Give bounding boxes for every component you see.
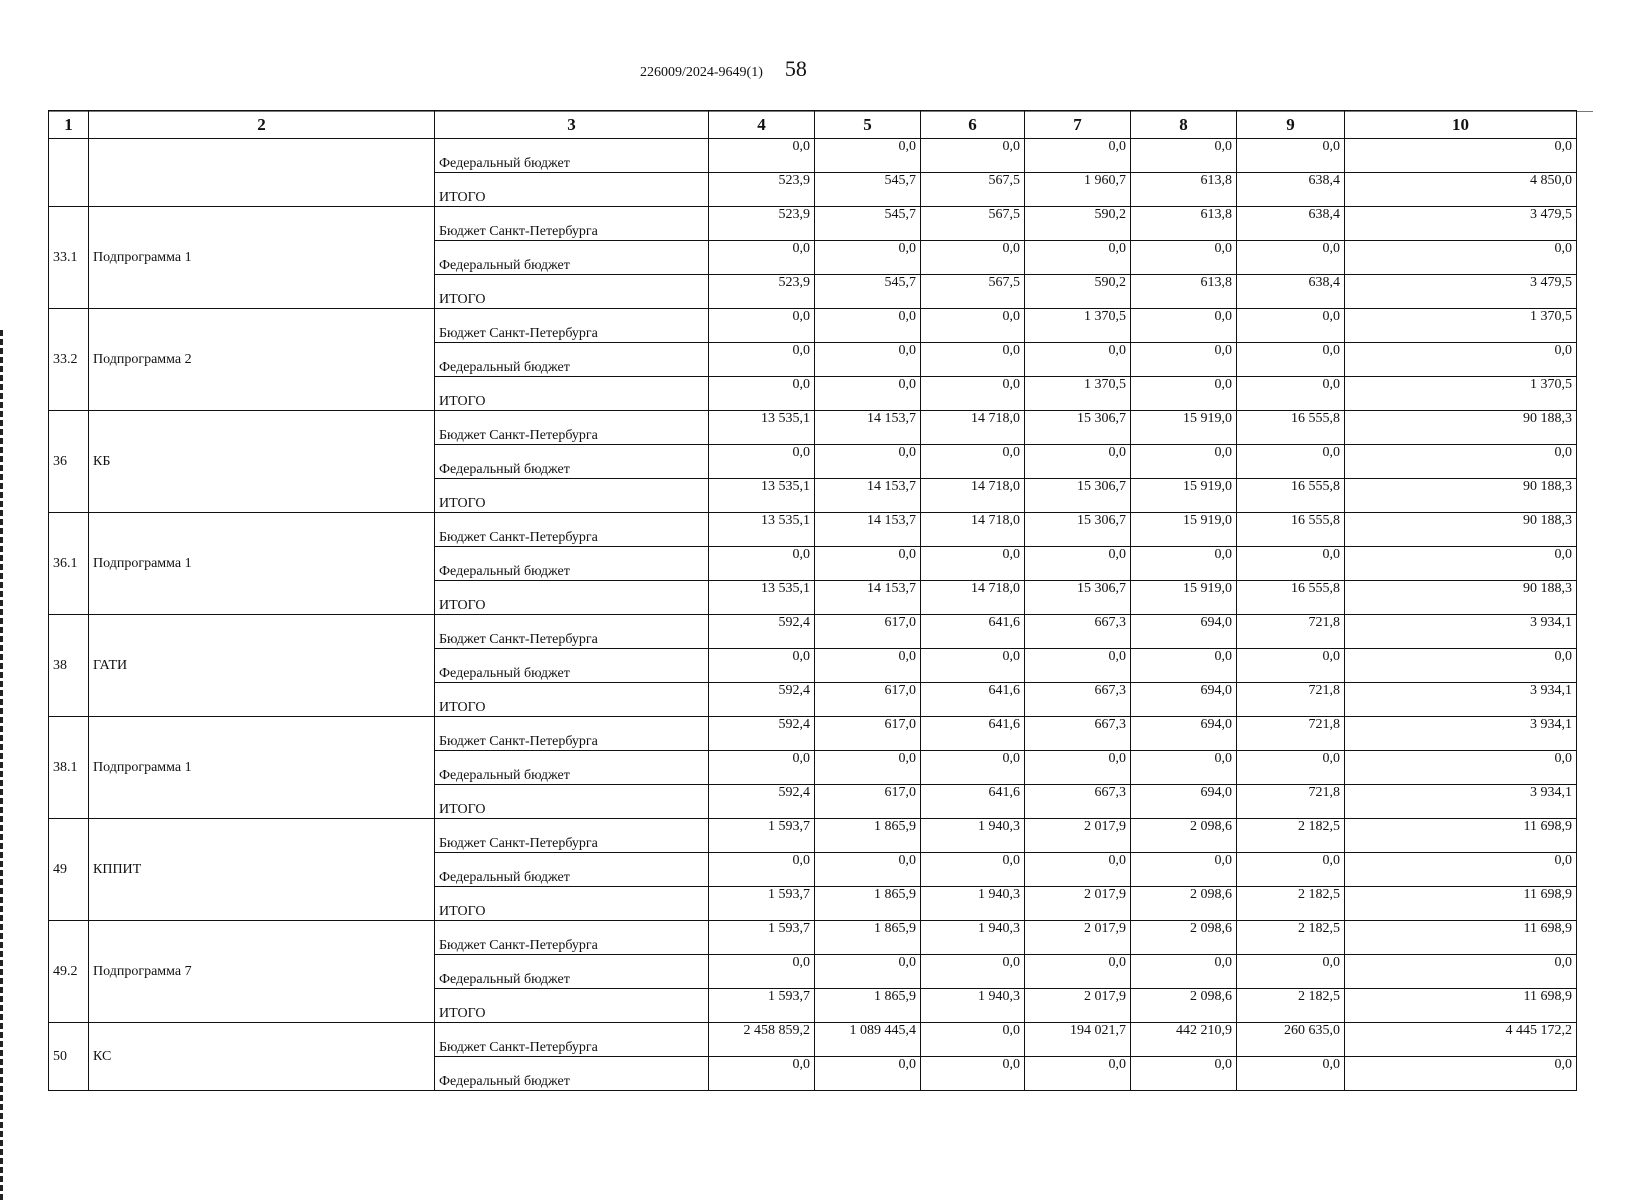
value-cell-col9: 638,4 bbox=[1237, 275, 1345, 309]
value-cell-col7: 667,3 bbox=[1025, 683, 1131, 717]
value-cell-col7: 0,0 bbox=[1025, 547, 1131, 581]
value-cell-col8: 2 098,6 bbox=[1131, 819, 1237, 853]
funding-source-cell: Бюджет Санкт-Петербурга bbox=[435, 309, 709, 343]
value-cell-col7: 1 960,7 bbox=[1025, 173, 1131, 207]
value-cell-col8: 0,0 bbox=[1131, 241, 1237, 275]
value-cell-col5: 545,7 bbox=[815, 207, 921, 241]
value-cell-col9: 16 555,8 bbox=[1237, 411, 1345, 445]
document-number: 226009/2024-9649(1) bbox=[640, 65, 763, 80]
funding-source-cell: ИТОГО bbox=[435, 887, 709, 921]
value-cell-col10: 4 850,0 bbox=[1345, 173, 1577, 207]
table-body bbox=[49, 139, 1577, 1091]
value-cell-col10: 90 188,3 bbox=[1345, 479, 1577, 513]
value-cell-col8: 613,8 bbox=[1131, 207, 1237, 241]
value-cell-col8: 2 098,6 bbox=[1131, 921, 1237, 955]
column-header-6: 6 bbox=[921, 111, 1025, 139]
value-cell-col4: 2 458 859,2 bbox=[709, 1023, 815, 1057]
funding-source-cell: Федеральный бюджет bbox=[435, 139, 709, 173]
value-cell-col8: 613,8 bbox=[1131, 173, 1237, 207]
column-header-3: 3 bbox=[435, 111, 709, 139]
row-name-cell: Подпрограмма 7 bbox=[89, 921, 435, 1023]
value-cell-col10: 3 934,1 bbox=[1345, 615, 1577, 649]
value-cell-col9: 721,8 bbox=[1237, 683, 1345, 717]
value-cell-col4: 0,0 bbox=[709, 309, 815, 343]
value-cell-col9: 721,8 bbox=[1237, 717, 1345, 751]
value-cell-col7: 0,0 bbox=[1025, 241, 1131, 275]
row-name-cell bbox=[89, 139, 435, 207]
column-header-10: 10 bbox=[1345, 111, 1577, 139]
value-cell-col6: 0,0 bbox=[921, 241, 1025, 275]
value-cell-col10: 3 479,5 bbox=[1345, 275, 1577, 309]
value-cell-col5: 1 865,9 bbox=[815, 819, 921, 853]
value-cell-col6: 0,0 bbox=[921, 955, 1025, 989]
value-cell-col9: 638,4 bbox=[1237, 173, 1345, 207]
value-cell-col6: 0,0 bbox=[921, 547, 1025, 581]
value-cell-col10: 90 188,3 bbox=[1345, 581, 1577, 615]
funding-source-cell: ИТОГО bbox=[435, 785, 709, 819]
value-cell-col7: 0,0 bbox=[1025, 1057, 1131, 1091]
column-header-9: 9 bbox=[1237, 111, 1345, 139]
value-cell-col10: 0,0 bbox=[1345, 343, 1577, 377]
value-cell-col9: 0,0 bbox=[1237, 955, 1345, 989]
value-cell-col5: 0,0 bbox=[815, 547, 921, 581]
table-row bbox=[49, 717, 1577, 751]
table-header bbox=[49, 111, 1577, 139]
value-cell-col4: 1 593,7 bbox=[709, 887, 815, 921]
value-cell-col5: 0,0 bbox=[815, 309, 921, 343]
value-cell-col4: 523,9 bbox=[709, 207, 815, 241]
column-header-8: 8 bbox=[1131, 111, 1237, 139]
value-cell-col7: 2 017,9 bbox=[1025, 989, 1131, 1023]
value-cell-col7: 0,0 bbox=[1025, 445, 1131, 479]
value-cell-col4: 592,4 bbox=[709, 717, 815, 751]
column-header-5: 5 bbox=[815, 111, 921, 139]
table-row bbox=[49, 615, 1577, 649]
value-cell-col9: 16 555,8 bbox=[1237, 479, 1345, 513]
value-cell-col4: 523,9 bbox=[709, 275, 815, 309]
value-cell-col5: 545,7 bbox=[815, 173, 921, 207]
value-cell-col4: 592,4 bbox=[709, 615, 815, 649]
value-cell-col9: 260 635,0 bbox=[1237, 1023, 1345, 1057]
value-cell-col9: 0,0 bbox=[1237, 445, 1345, 479]
funding-source-cell: Федеральный бюджет bbox=[435, 649, 709, 683]
value-cell-col7: 590,2 bbox=[1025, 275, 1131, 309]
budget-table bbox=[48, 110, 1577, 1091]
value-cell-col5: 0,0 bbox=[815, 649, 921, 683]
value-cell-col6: 567,5 bbox=[921, 207, 1025, 241]
value-cell-col4: 0,0 bbox=[709, 377, 815, 411]
value-cell-col10: 0,0 bbox=[1345, 649, 1577, 683]
value-cell-col5: 0,0 bbox=[815, 139, 921, 173]
value-cell-col8: 0,0 bbox=[1131, 309, 1237, 343]
table-row bbox=[49, 139, 1577, 173]
value-cell-col4: 0,0 bbox=[709, 1057, 815, 1091]
value-cell-col4: 592,4 bbox=[709, 683, 815, 717]
row-name-cell: КБ bbox=[89, 411, 435, 513]
value-cell-col5: 14 153,7 bbox=[815, 411, 921, 445]
value-cell-col7: 15 306,7 bbox=[1025, 479, 1131, 513]
value-cell-col6: 0,0 bbox=[921, 649, 1025, 683]
header-row bbox=[49, 111, 1577, 139]
funding-source-cell: Федеральный бюджет bbox=[435, 751, 709, 785]
scan-edge-artifact bbox=[0, 330, 3, 1200]
value-cell-col10: 3 934,1 bbox=[1345, 683, 1577, 717]
row-name-cell: Подпрограмма 1 bbox=[89, 717, 435, 819]
value-cell-col8: 0,0 bbox=[1131, 377, 1237, 411]
value-cell-col6: 641,6 bbox=[921, 615, 1025, 649]
row-name-cell: ГАТИ bbox=[89, 615, 435, 717]
value-cell-col10: 11 698,9 bbox=[1345, 921, 1577, 955]
value-cell-col7: 590,2 bbox=[1025, 207, 1131, 241]
value-cell-col10: 1 370,5 bbox=[1345, 377, 1577, 411]
table-row bbox=[49, 819, 1577, 853]
value-cell-col10: 0,0 bbox=[1345, 955, 1577, 989]
value-cell-col7: 15 306,7 bbox=[1025, 513, 1131, 547]
row-code-cell: 36.1 bbox=[49, 513, 89, 615]
value-cell-col4: 0,0 bbox=[709, 853, 815, 887]
row-code-cell: 49.2 bbox=[49, 921, 89, 1023]
funding-source-cell: Бюджет Санкт-Петербурга bbox=[435, 921, 709, 955]
value-cell-col6: 641,6 bbox=[921, 717, 1025, 751]
funding-source-cell: Федеральный бюджет bbox=[435, 853, 709, 887]
value-cell-col5: 1 865,9 bbox=[815, 921, 921, 955]
value-cell-col10: 11 698,9 bbox=[1345, 989, 1577, 1023]
value-cell-col8: 0,0 bbox=[1131, 853, 1237, 887]
value-cell-col9: 0,0 bbox=[1237, 377, 1345, 411]
value-cell-col8: 613,8 bbox=[1131, 275, 1237, 309]
row-code-cell: 49 bbox=[49, 819, 89, 921]
value-cell-col5: 0,0 bbox=[815, 1057, 921, 1091]
value-cell-col6: 0,0 bbox=[921, 1057, 1025, 1091]
value-cell-col4: 0,0 bbox=[709, 547, 815, 581]
row-name-cell: Подпрограмма 2 bbox=[89, 309, 435, 411]
value-cell-col6: 0,0 bbox=[921, 445, 1025, 479]
funding-source-cell: Федеральный бюджет bbox=[435, 1057, 709, 1091]
value-cell-col9: 0,0 bbox=[1237, 139, 1345, 173]
value-cell-col7: 667,3 bbox=[1025, 717, 1131, 751]
value-cell-col6: 0,0 bbox=[921, 751, 1025, 785]
row-code-cell bbox=[49, 139, 89, 207]
value-cell-col7: 0,0 bbox=[1025, 955, 1131, 989]
value-cell-col7: 667,3 bbox=[1025, 615, 1131, 649]
value-cell-col5: 0,0 bbox=[815, 241, 921, 275]
value-cell-col10: 0,0 bbox=[1345, 1057, 1577, 1091]
value-cell-col10: 3 934,1 bbox=[1345, 717, 1577, 751]
value-cell-col4: 0,0 bbox=[709, 751, 815, 785]
value-cell-col8: 15 919,0 bbox=[1131, 411, 1237, 445]
table-row bbox=[49, 411, 1577, 445]
value-cell-col10: 11 698,9 bbox=[1345, 819, 1577, 853]
value-cell-col5: 1 865,9 bbox=[815, 989, 921, 1023]
value-cell-col9: 0,0 bbox=[1237, 853, 1345, 887]
funding-source-cell: Бюджет Санкт-Петербурга bbox=[435, 717, 709, 751]
table-row bbox=[49, 513, 1577, 547]
value-cell-col4: 523,9 bbox=[709, 173, 815, 207]
funding-source-cell: Федеральный бюджет bbox=[435, 241, 709, 275]
value-cell-col5: 617,0 bbox=[815, 683, 921, 717]
value-cell-col8: 15 919,0 bbox=[1131, 479, 1237, 513]
value-cell-col10: 11 698,9 bbox=[1345, 887, 1577, 921]
value-cell-col4: 1 593,7 bbox=[709, 819, 815, 853]
value-cell-col9: 2 182,5 bbox=[1237, 887, 1345, 921]
value-cell-col8: 694,0 bbox=[1131, 683, 1237, 717]
funding-source-cell: Бюджет Санкт-Петербурга bbox=[435, 1023, 709, 1057]
funding-source-cell: Бюджет Санкт-Петербурга bbox=[435, 513, 709, 547]
row-code-cell: 36 bbox=[49, 411, 89, 513]
value-cell-col5: 617,0 bbox=[815, 785, 921, 819]
column-header-7: 7 bbox=[1025, 111, 1131, 139]
value-cell-col6: 1 940,3 bbox=[921, 887, 1025, 921]
value-cell-col5: 0,0 bbox=[815, 955, 921, 989]
value-cell-col7: 15 306,7 bbox=[1025, 411, 1131, 445]
value-cell-col10: 90 188,3 bbox=[1345, 513, 1577, 547]
value-cell-col8: 0,0 bbox=[1131, 445, 1237, 479]
value-cell-col4: 13 535,1 bbox=[709, 581, 815, 615]
row-name-cell: КППИТ bbox=[89, 819, 435, 921]
value-cell-col9: 0,0 bbox=[1237, 547, 1345, 581]
value-cell-col4: 13 535,1 bbox=[709, 411, 815, 445]
table-row bbox=[49, 921, 1577, 955]
funding-source-cell: ИТОГО bbox=[435, 581, 709, 615]
value-cell-col6: 0,0 bbox=[921, 309, 1025, 343]
value-cell-col8: 15 919,0 bbox=[1131, 513, 1237, 547]
value-cell-col10: 4 445 172,2 bbox=[1345, 1023, 1577, 1057]
value-cell-col10: 3 479,5 bbox=[1345, 207, 1577, 241]
value-cell-col4: 0,0 bbox=[709, 649, 815, 683]
row-code-cell: 38 bbox=[49, 615, 89, 717]
row-code-cell: 38.1 bbox=[49, 717, 89, 819]
funding-source-cell: Бюджет Санкт-Петербурга bbox=[435, 207, 709, 241]
value-cell-col6: 0,0 bbox=[921, 1023, 1025, 1057]
value-cell-col4: 0,0 bbox=[709, 139, 815, 173]
row-name-cell: КС bbox=[89, 1023, 435, 1091]
value-cell-col7: 0,0 bbox=[1025, 853, 1131, 887]
value-cell-col5: 14 153,7 bbox=[815, 513, 921, 547]
value-cell-col6: 567,5 bbox=[921, 173, 1025, 207]
value-cell-col9: 0,0 bbox=[1237, 1057, 1345, 1091]
value-cell-col10: 90 188,3 bbox=[1345, 411, 1577, 445]
value-cell-col6: 1 940,3 bbox=[921, 989, 1025, 1023]
value-cell-col10: 0,0 bbox=[1345, 853, 1577, 887]
value-cell-col10: 0,0 bbox=[1345, 445, 1577, 479]
value-cell-col9: 638,4 bbox=[1237, 207, 1345, 241]
value-cell-col4: 1 593,7 bbox=[709, 989, 815, 1023]
funding-source-cell: ИТОГО bbox=[435, 377, 709, 411]
table-row bbox=[49, 309, 1577, 343]
funding-source-cell: ИТОГО bbox=[435, 989, 709, 1023]
value-cell-col10: 0,0 bbox=[1345, 139, 1577, 173]
table-row bbox=[49, 207, 1577, 241]
value-cell-col5: 0,0 bbox=[815, 445, 921, 479]
row-name-cell: Подпрограмма 1 bbox=[89, 513, 435, 615]
funding-source-cell: Федеральный бюджет bbox=[435, 343, 709, 377]
value-cell-col8: 0,0 bbox=[1131, 547, 1237, 581]
value-cell-col9: 0,0 bbox=[1237, 309, 1345, 343]
value-cell-col8: 0,0 bbox=[1131, 343, 1237, 377]
value-cell-col9: 2 182,5 bbox=[1237, 921, 1345, 955]
value-cell-col8: 15 919,0 bbox=[1131, 581, 1237, 615]
value-cell-col5: 617,0 bbox=[815, 717, 921, 751]
value-cell-col4: 0,0 bbox=[709, 343, 815, 377]
table-row bbox=[49, 1023, 1577, 1057]
value-cell-col5: 1 089 445,4 bbox=[815, 1023, 921, 1057]
value-cell-col9: 0,0 bbox=[1237, 751, 1345, 785]
value-cell-col6: 0,0 bbox=[921, 377, 1025, 411]
funding-source-cell: ИТОГО bbox=[435, 275, 709, 309]
value-cell-col10: 0,0 bbox=[1345, 751, 1577, 785]
value-cell-col7: 194 021,7 bbox=[1025, 1023, 1131, 1057]
value-cell-col8: 0,0 bbox=[1131, 139, 1237, 173]
value-cell-col4: 0,0 bbox=[709, 241, 815, 275]
value-cell-col5: 0,0 bbox=[815, 343, 921, 377]
value-cell-col10: 3 934,1 bbox=[1345, 785, 1577, 819]
row-name-cell: Подпрограмма 1 bbox=[89, 207, 435, 309]
value-cell-col9: 0,0 bbox=[1237, 649, 1345, 683]
value-cell-col9: 16 555,8 bbox=[1237, 513, 1345, 547]
column-header-1: 1 bbox=[49, 111, 89, 139]
value-cell-col10: 0,0 bbox=[1345, 241, 1577, 275]
value-cell-col6: 14 718,0 bbox=[921, 581, 1025, 615]
value-cell-col6: 0,0 bbox=[921, 343, 1025, 377]
value-cell-col8: 2 098,6 bbox=[1131, 989, 1237, 1023]
value-cell-col8: 0,0 bbox=[1131, 955, 1237, 989]
row-code-cell: 33.2 bbox=[49, 309, 89, 411]
value-cell-col9: 721,8 bbox=[1237, 615, 1345, 649]
value-cell-col4: 1 593,7 bbox=[709, 921, 815, 955]
value-cell-col7: 667,3 bbox=[1025, 785, 1131, 819]
value-cell-col7: 2 017,9 bbox=[1025, 887, 1131, 921]
value-cell-col6: 14 718,0 bbox=[921, 513, 1025, 547]
value-cell-col6: 0,0 bbox=[921, 139, 1025, 173]
value-cell-col5: 0,0 bbox=[815, 853, 921, 887]
value-cell-col5: 14 153,7 bbox=[815, 479, 921, 513]
funding-source-cell: Федеральный бюджет bbox=[435, 445, 709, 479]
value-cell-col6: 641,6 bbox=[921, 683, 1025, 717]
value-cell-col6: 1 940,3 bbox=[921, 921, 1025, 955]
value-cell-col5: 0,0 bbox=[815, 751, 921, 785]
funding-source-cell: Бюджет Санкт-Петербурга bbox=[435, 819, 709, 853]
value-cell-col6: 1 940,3 bbox=[921, 819, 1025, 853]
value-cell-col6: 14 718,0 bbox=[921, 411, 1025, 445]
funding-source-cell: ИТОГО bbox=[435, 479, 709, 513]
value-cell-col9: 2 182,5 bbox=[1237, 989, 1345, 1023]
value-cell-col9: 0,0 bbox=[1237, 343, 1345, 377]
value-cell-col5: 617,0 bbox=[815, 615, 921, 649]
value-cell-col7: 0,0 bbox=[1025, 139, 1131, 173]
value-cell-col7: 15 306,7 bbox=[1025, 581, 1131, 615]
row-code-cell: 50 bbox=[49, 1023, 89, 1091]
funding-source-cell: Бюджет Санкт-Петербурга bbox=[435, 411, 709, 445]
value-cell-col7: 2 017,9 bbox=[1025, 921, 1131, 955]
value-cell-col7: 0,0 bbox=[1025, 751, 1131, 785]
value-cell-col6: 641,6 bbox=[921, 785, 1025, 819]
value-cell-col5: 1 865,9 bbox=[815, 887, 921, 921]
funding-source-cell: Федеральный бюджет bbox=[435, 955, 709, 989]
value-cell-col8: 0,0 bbox=[1131, 649, 1237, 683]
column-header-2: 2 bbox=[89, 111, 435, 139]
column-header-4: 4 bbox=[709, 111, 815, 139]
value-cell-col5: 545,7 bbox=[815, 275, 921, 309]
value-cell-col10: 1 370,5 bbox=[1345, 309, 1577, 343]
value-cell-col7: 1 370,5 bbox=[1025, 377, 1131, 411]
value-cell-col6: 0,0 bbox=[921, 853, 1025, 887]
value-cell-col4: 592,4 bbox=[709, 785, 815, 819]
funding-source-cell: Федеральный бюджет bbox=[435, 547, 709, 581]
value-cell-col9: 2 182,5 bbox=[1237, 819, 1345, 853]
value-cell-col4: 0,0 bbox=[709, 445, 815, 479]
value-cell-col8: 442 210,9 bbox=[1131, 1023, 1237, 1057]
value-cell-col6: 14 718,0 bbox=[921, 479, 1025, 513]
value-cell-col5: 0,0 bbox=[815, 377, 921, 411]
value-cell-col5: 14 153,7 bbox=[815, 581, 921, 615]
value-cell-col9: 721,8 bbox=[1237, 785, 1345, 819]
funding-source-cell: Бюджет Санкт-Петербурга bbox=[435, 615, 709, 649]
value-cell-col6: 567,5 bbox=[921, 275, 1025, 309]
value-cell-col4: 13 535,1 bbox=[709, 513, 815, 547]
value-cell-col7: 0,0 bbox=[1025, 649, 1131, 683]
value-cell-col7: 0,0 bbox=[1025, 343, 1131, 377]
page-number: 58 bbox=[784, 56, 807, 81]
value-cell-col10: 0,0 bbox=[1345, 547, 1577, 581]
value-cell-col4: 13 535,1 bbox=[709, 479, 815, 513]
document-header bbox=[640, 56, 807, 86]
value-cell-col4: 0,0 bbox=[709, 955, 815, 989]
value-cell-col8: 0,0 bbox=[1131, 751, 1237, 785]
value-cell-col9: 16 555,8 bbox=[1237, 581, 1345, 615]
value-cell-col8: 694,0 bbox=[1131, 717, 1237, 751]
value-cell-col8: 0,0 bbox=[1131, 1057, 1237, 1091]
funding-source-cell: ИТОГО bbox=[435, 173, 709, 207]
value-cell-col8: 694,0 bbox=[1131, 615, 1237, 649]
value-cell-col8: 694,0 bbox=[1131, 785, 1237, 819]
value-cell-col9: 0,0 bbox=[1237, 241, 1345, 275]
value-cell-col7: 2 017,9 bbox=[1025, 819, 1131, 853]
value-cell-col7: 1 370,5 bbox=[1025, 309, 1131, 343]
value-cell-col8: 2 098,6 bbox=[1131, 887, 1237, 921]
funding-source-cell: ИТОГО bbox=[435, 683, 709, 717]
row-code-cell: 33.1 bbox=[49, 207, 89, 309]
